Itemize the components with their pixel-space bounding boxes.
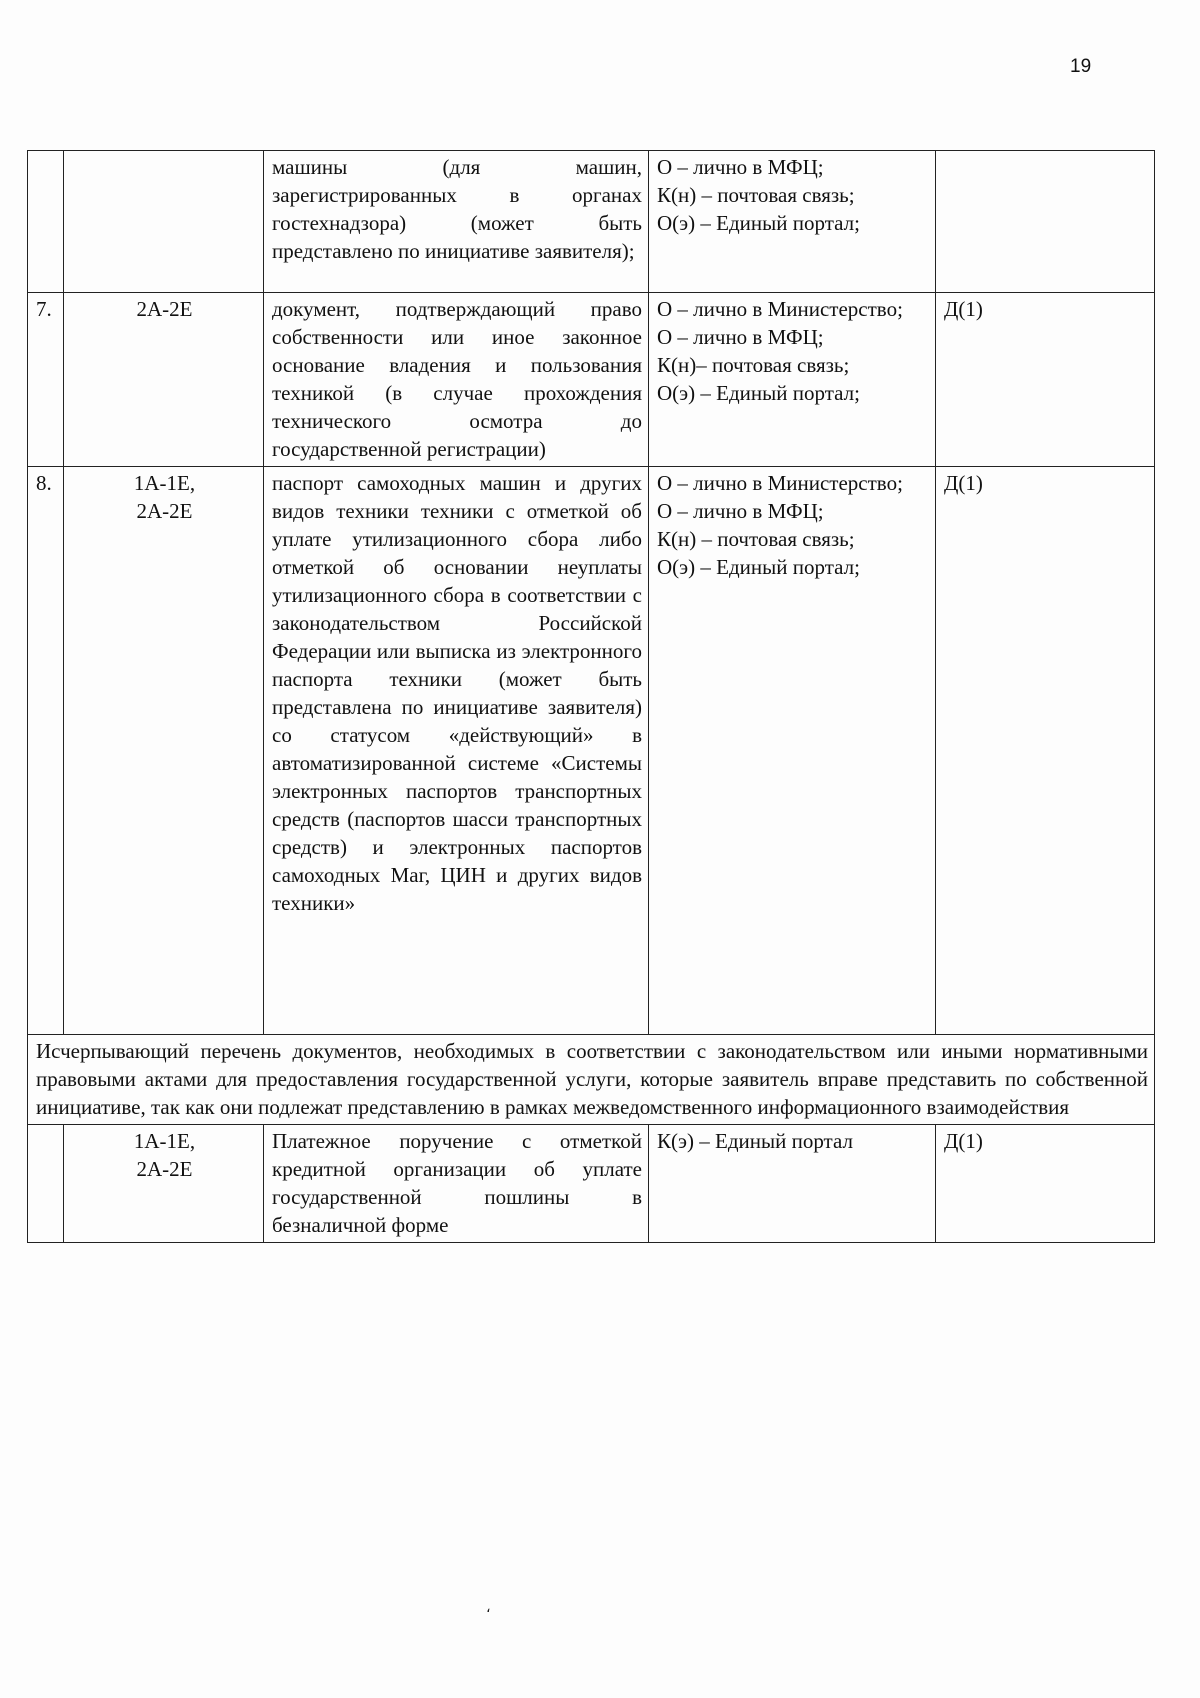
category-item: 1А-1Е, [133,1129,196,1153]
submission-methods [649,1125,936,1243]
section-note: Исчерпывающий перечень документов, необходимых в соответствии с законодательством или иными нормативными правовыми актами для предоставления государственной услуги, которые заявитель вправе представить по собственной инициативе, так как они подлежат представлению в рамках межведомственного информационного взаимодействия [28,1035,1155,1125]
category-item: 1А-1Е, [133,471,196,495]
document-code: Д(1) [936,293,1155,467]
document-code: Д(1) [936,467,1155,1035]
submission-methods [649,467,936,1035]
row-number: 7. [28,293,64,467]
document-description: Платежное поручение с отметкой кредитной организации об уплате государственной пошлины в безналичной форме [264,1125,649,1243]
method-item: О(э) – Единый портал; [657,555,860,579]
applicant-categories [64,151,264,293]
document-description: машины (для машин, зарегистрированных в органах гостехнадзора) (может быть представлено по инициативе заявителя); [264,151,649,293]
document-description: паспорт самоходных машин и других видов техники техники с отметкой об уплате утилизационного сбора либо отметкой об основании неуплаты утилизационного сбора в соответствии с законодательством Российской Федерации или выписка из электронного паспорта техники (может быть представлена по инициативе заявителя) со статусом «действующий» в автоматизированной системе «Системы электронных паспортов транспортных средств (паспортов шасси транспортных средств) и электронных паспортов самоходных Маг, ЦИН и других видов техники» [264,467,649,1035]
scan-mark: ، [486,1601,491,1616]
applicant-categories [64,1125,264,1243]
table-row [28,467,1155,1035]
method-item: О – лично в МФЦ; [657,325,824,349]
documents-table [27,150,1155,1243]
method-item: О – лично в МФЦ; [657,499,824,523]
method-item: К(э) – Единый портал [657,1129,853,1153]
method-item: О – лично в Министерство; [657,471,903,495]
submission-methods [649,293,936,467]
category-item: 2А-2Е [136,499,193,523]
method-item: О(э) – Единый портал; [657,211,860,235]
method-item: О(э) – Единый портал; [657,381,860,405]
category-item: 2А-2Е [136,297,193,321]
document-description: документ, подтверждающий право собственности или иное законное основание владения и пользования техникой (в случае прохождения технического осмотра до государственной регистрации) [264,293,649,467]
method-item: К(н) – почтовая связь; [657,183,855,207]
method-item: О – лично в Министерство; [657,297,903,321]
section-note-row [28,1035,1155,1125]
applicant-categories [64,293,264,467]
method-item: О – лично в МФЦ; [657,155,824,179]
method-item: К(н) – почтовая связь; [657,527,855,551]
method-item: К(н)– почтовая связь; [657,353,850,377]
row-number [28,1125,64,1243]
submission-methods [649,151,936,293]
document-code: Д(1) [936,1125,1155,1243]
document-code [936,151,1155,293]
table-row [28,1125,1155,1243]
row-number [28,151,64,293]
row-number: 8. [28,467,64,1035]
table-row [28,151,1155,293]
page-number: 19 [1070,56,1092,77]
category-item: 2А-2Е [136,1157,193,1181]
table-row [28,293,1155,467]
applicant-categories [64,467,264,1035]
